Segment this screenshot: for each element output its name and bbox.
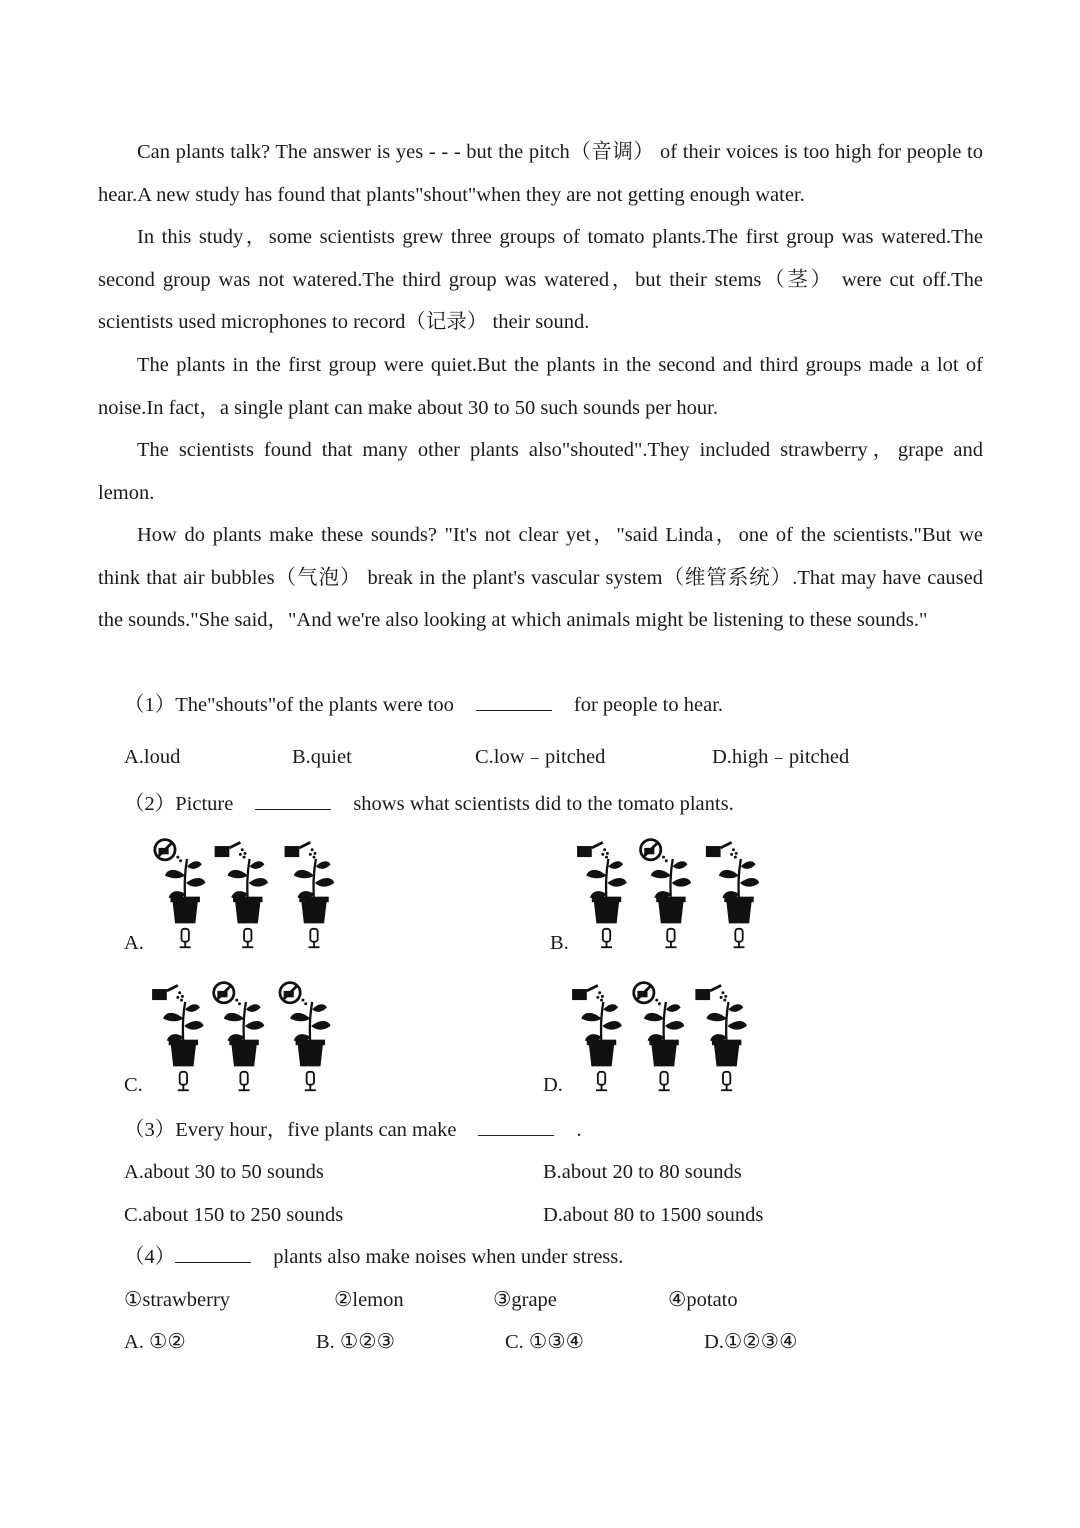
answer-blank-2[interactable]: [255, 791, 331, 810]
answer-blank-3[interactable]: [478, 1117, 554, 1136]
question-3-prefix: （3）Every hour，five plants can make: [124, 1119, 457, 1141]
q3-option-a[interactable]: A.about 30 to 50 sounds: [124, 1161, 324, 1183]
q4-option-c[interactable]: C. ①③④: [505, 1331, 585, 1353]
passage-paragraph-3: The plants in the first group were quiet.But the plants in the second and third groups made a lot of noise.In fact，a single plant can make about 30 to 50 such sounds per hour.: [98, 354, 983, 419]
passage-paragraph-1: Can plants talk? The answer is yes - - - but the pitch（音调） of their voices is too high for people to hear.A new study has found that plants"shout"when they are not getting enough water.: [98, 141, 983, 206]
question-2-prefix: （2）Picture: [124, 793, 234, 815]
q4-option-b[interactable]: B. ①②③: [316, 1331, 396, 1353]
q3-option-c[interactable]: C.about 150 to 250 sounds: [124, 1204, 344, 1226]
q3-option-d[interactable]: D.about 80 to 1500 sounds: [543, 1204, 764, 1226]
q1-option-b[interactable]: B.quiet: [292, 746, 352, 768]
question-1-prefix: （1）The"shouts"of the plants were too: [124, 694, 454, 716]
answer-blank-1[interactable]: [476, 692, 552, 711]
q4-item-2: ②lemon: [334, 1289, 404, 1311]
q2-option-d-label[interactable]: D.: [543, 1074, 563, 1096]
passage-paragraph-4: The scientists found that many other plants also"shouted".They included strawberry，grape and lemon.: [98, 439, 983, 504]
passage-paragraph-5: How do plants make these sounds? "It's not clear yet，"said Linda，one of the scientists."But we think that air bubbles（气泡） break in the plant's vascular system（维管系统）.That may have caused the sounds."She said，"And we're also looking at which animals might be listening to these sounds.": [98, 524, 983, 631]
q4-item-1: ①strawberry: [124, 1289, 231, 1311]
question-3-suffix: .: [576, 1119, 582, 1141]
q2-picture-d[interactable]: [560, 978, 770, 1093]
q1-option-d[interactable]: D.high﹣pitched: [712, 746, 850, 768]
q4-option-d[interactable]: D.①②③④: [704, 1331, 798, 1353]
q2-option-c-label[interactable]: C.: [124, 1074, 143, 1096]
q2-picture-c[interactable]: [140, 978, 350, 1093]
answer-blank-4[interactable]: [175, 1244, 251, 1263]
q1-option-a[interactable]: A.loud: [124, 746, 181, 768]
question-1: [124, 692, 723, 718]
q2-option-b-label[interactable]: B.: [550, 932, 569, 954]
question-4-prefix: （4）: [124, 1246, 176, 1268]
q1-option-c[interactable]: C.low﹣pitched: [475, 746, 606, 768]
q4-option-a[interactable]: A. ①②: [124, 1331, 186, 1353]
question-2-suffix: shows what scientists did to the tomato plants.: [353, 793, 734, 815]
question-1-suffix: for people to hear.: [573, 694, 724, 716]
q3-option-b[interactable]: B.about 20 to 80 sounds: [543, 1161, 742, 1183]
q2-picture-b[interactable]: [565, 835, 775, 950]
q4-item-4: ④potato: [668, 1289, 738, 1311]
passage-paragraph-2: In this study，some scientists grew three groups of tomato plants.The first group was watered.The second group was not watered.The third group was watered，but their stems（茎） were cut off.The scientists used microphones to record（记录） their sound.: [98, 226, 983, 333]
q4-item-3: ③grape: [493, 1289, 557, 1311]
question-3: [124, 1117, 582, 1143]
question-4: [124, 1244, 623, 1270]
question-4-suffix: plants also make noises when under stress.: [273, 1246, 624, 1268]
question-2: [124, 791, 734, 817]
q2-picture-a[interactable]: [140, 835, 350, 950]
q2-option-a-label[interactable]: A.: [124, 932, 144, 954]
